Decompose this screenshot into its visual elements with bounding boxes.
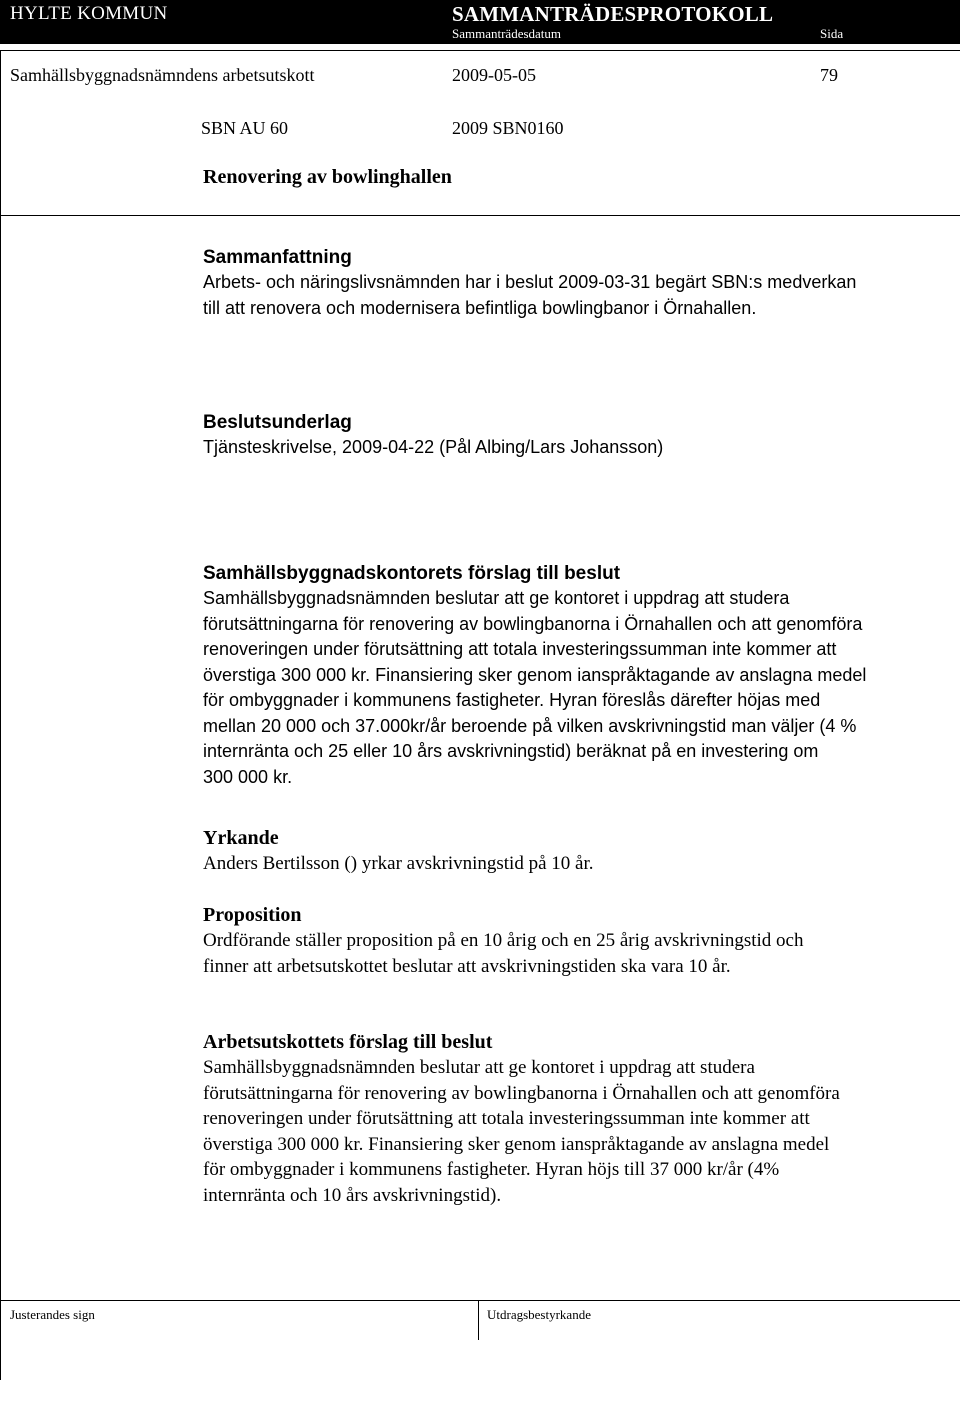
section-au-forslag	[203, 1030, 948, 1208]
section-heading: Sammanfattning	[203, 247, 352, 268]
text-line: förutsättningarna för renovering av bowlingbanorna i Örnahallen och att genomföra	[203, 1082, 840, 1104]
section-yrkande	[203, 826, 948, 877]
section-heading: Arbetsutskottets förslag till beslut	[203, 1031, 493, 1053]
section-proposition	[203, 903, 948, 979]
text-line: Samhällsbyggnadsnämnden beslutar att ge kontoret i uppdrag att studera	[203, 588, 790, 608]
section-heading: Yrkande	[203, 827, 279, 849]
text-line: Samhällsbyggnadsnämnden beslutar att ge kontoret i uppdrag att studera	[203, 1057, 755, 1078]
text-line: överstiga 300 000 kr. Finansiering sker genom ianspråktagande av anslagna medel	[203, 1133, 830, 1155]
header-divider	[0, 50, 960, 51]
text-line: Arbets- och näringslivsnämnden har i beslut 2009-03-31 begärt SBN:s medverkan	[203, 272, 857, 292]
case-paragraph: SBN AU 60	[201, 118, 289, 138]
section-body	[203, 851, 948, 877]
section-heading: Beslutsunderlag	[203, 412, 352, 433]
section-beslutsunderlag	[203, 410, 948, 461]
text-line: Tjänsteskrivelse, 2009-04-22 (Pål Albing/Lars Johansson)	[203, 437, 664, 457]
text-line: renoveringen under förutsättning att totala investeringssumman inte kommer att	[203, 1108, 810, 1129]
text-line: internränta och 10 års avskrivningstid).	[203, 1184, 502, 1206]
text-line: Ordförande ställer proposition på en 10 årig och en 25 årig avskrivningstid och	[203, 930, 804, 951]
document-type: SAMMANTRÄDESPROTOKOLL	[452, 2, 774, 26]
footer-separator	[478, 1300, 479, 1340]
case-title: Renovering av bowlinghallen	[203, 166, 452, 188]
meeting-date: 2009-05-05	[452, 65, 536, 85]
section-body	[203, 586, 948, 790]
text-line: mellan 20 000 och 37.000kr/år beroende på vilken avskrivningstid man väljer (4 %	[203, 715, 857, 736]
section-body	[203, 270, 948, 321]
section-body	[203, 928, 948, 979]
justerandes-sign-label: Justerandes sign	[10, 1307, 95, 1322]
text-line: för ombyggnader i kommunens fastigheter. Hyran föreslås därefter höjas med	[203, 690, 821, 710]
section-kontorets-forslag	[203, 561, 948, 790]
page-label: Sida	[820, 26, 844, 41]
text-line: överstiga 300 000 kr. Finansiering sker genom ianspråktagande av anslagna medel	[203, 664, 867, 685]
text-line: internränta och 25 eller 10 års avskrivningstid) beräknat på en investering om	[203, 741, 819, 761]
meeting-date-label: Sammanträdesdatum	[452, 26, 562, 41]
section-sammanfattning	[203, 245, 948, 321]
page-number: 79	[820, 65, 838, 85]
section-body	[203, 435, 948, 461]
section-heading: Samhällsbyggnadskontorets förslag till beslut	[203, 563, 621, 584]
text-line: förutsättningarna för renovering av bowlingbanorna i Örnahallen och att genomföra	[203, 613, 863, 634]
section-heading: Proposition	[203, 904, 302, 926]
meeting-body: Samhällsbyggnadsnämndens arbetsutskott	[10, 65, 315, 85]
text-line: till att renovera och modernisera befintliga bowlingbanor i Örnahallen.	[203, 297, 757, 318]
footer-divider	[0, 1300, 960, 1301]
text-line: finner att arbetsutskottet beslutar att avskrivningstiden ska vara 10 år.	[203, 955, 731, 977]
section-body	[203, 1055, 948, 1208]
text-line: Anders Bertilsson () yrkar avskrivningstid på 10 år.	[203, 853, 594, 874]
left-border	[0, 50, 1, 1380]
case-reference: 2009 SBN0160	[452, 118, 564, 138]
municipality-name: HYLTE KOMMUN	[10, 3, 168, 24]
text-line: för ombyggnader i kommunens fastigheter. Hyran höjs till 37 000 kr/år (4%	[203, 1159, 780, 1180]
title-divider	[0, 215, 960, 216]
text-line: 300 000 kr.	[203, 766, 293, 787]
utdragsbestyrkande-label: Utdragsbestyrkande	[487, 1307, 591, 1322]
text-line: renoveringen under förutsättning att totala investeringssumman inte kommer att	[203, 639, 837, 659]
